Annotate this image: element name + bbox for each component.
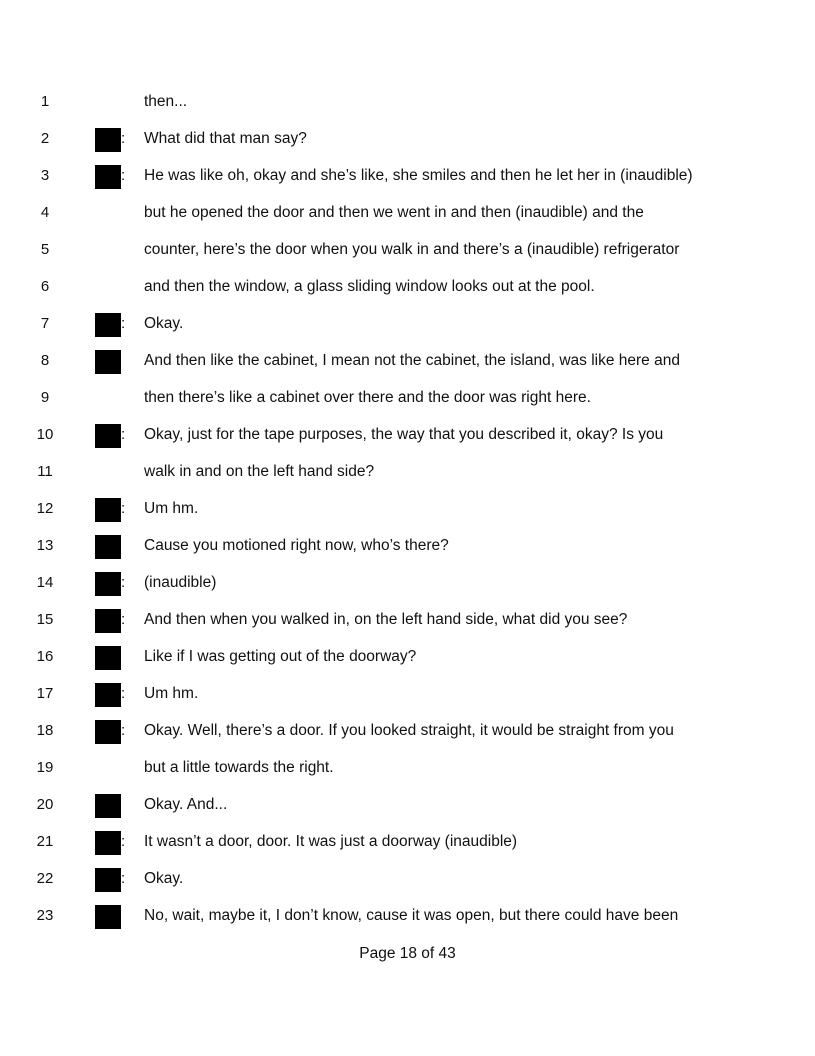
- line-text: Okay. And...: [144, 796, 228, 813]
- line-text: Okay.: [144, 315, 184, 332]
- line-text: but he opened the door and then we went in and then (inaudible) and the: [144, 204, 644, 221]
- transcript-line: [0, 527, 815, 564]
- line-text: Um hm.: [144, 685, 199, 702]
- transcript-line: [0, 712, 815, 749]
- transcript-line: [0, 231, 815, 268]
- line-text: He was like oh, okay and she’s like, she smiles and then he let her in (inaudible): [144, 167, 693, 184]
- transcript-line: [0, 379, 815, 416]
- line-number: 6: [40, 278, 50, 295]
- line-number: 20: [36, 796, 54, 813]
- line-number: 12: [36, 500, 54, 517]
- line-text: then there’s like a cabinet over there and the door was right here.: [144, 389, 591, 406]
- line-text: Okay. Well, there’s a door. If you looked straight, it would be straight from you: [144, 722, 674, 739]
- transcript-line: [0, 490, 815, 527]
- redacted-speaker: [95, 794, 121, 818]
- line-text: Okay.: [144, 870, 184, 887]
- line-number: 15: [36, 611, 54, 628]
- transcript-lines: [0, 83, 815, 934]
- redacted-speaker: [95, 165, 121, 189]
- transcript-line: [0, 675, 815, 712]
- transcript-line: [0, 453, 815, 490]
- redacted-speaker: [95, 498, 121, 522]
- line-text: then...: [144, 93, 188, 110]
- transcript-line: [0, 120, 815, 157]
- line-number: 17: [36, 685, 54, 702]
- transcript-line: [0, 83, 815, 120]
- line-text: It wasn’t a door, door. It was just a doorway (inaudible): [144, 833, 518, 850]
- line-text: And then like the cabinet, I mean not the cabinet, the island, was like here and: [144, 352, 680, 369]
- transcript-line: [0, 897, 815, 934]
- line-number: 23: [36, 907, 54, 924]
- redacted-speaker: [95, 683, 121, 707]
- line-number: 2: [40, 130, 50, 147]
- transcript-line: [0, 564, 815, 601]
- line-number: 9: [40, 389, 50, 406]
- line-number: 10: [36, 426, 54, 443]
- line-number: 16: [36, 648, 54, 665]
- line-number: 18: [36, 722, 54, 739]
- redacted-speaker: [95, 646, 121, 670]
- redacted-speaker: [95, 128, 121, 152]
- redacted-speaker: [95, 572, 121, 596]
- line-number: 13: [36, 537, 54, 554]
- line-text: and then the window, a glass sliding window looks out at the pool.: [144, 278, 595, 295]
- transcript-line: [0, 268, 815, 305]
- line-text: Like if I was getting out of the doorway?: [144, 648, 417, 665]
- transcript-line: [0, 342, 815, 379]
- line-text: counter, here’s the door when you walk in and there’s a (inaudible) refrigerator: [144, 241, 680, 258]
- line-number: 3: [40, 167, 50, 184]
- redacted-speaker: [95, 905, 121, 929]
- line-text: Um hm.: [144, 500, 199, 517]
- transcript-line: [0, 786, 815, 823]
- redacted-speaker: [95, 535, 121, 559]
- line-number: 21: [36, 833, 54, 850]
- transcript-line: [0, 416, 815, 453]
- line-number: 8: [40, 352, 50, 369]
- transcript-line: [0, 194, 815, 231]
- line-text: And then when you walked in, on the left hand side, what did you see?: [144, 611, 628, 628]
- line-text: (inaudible): [144, 574, 217, 591]
- transcript-line: [0, 157, 815, 194]
- redacted-speaker: [95, 831, 121, 855]
- line-number: 7: [40, 315, 50, 332]
- transcript-line: [0, 823, 815, 860]
- redacted-speaker: [95, 350, 121, 374]
- line-number: 19: [36, 759, 54, 776]
- line-number: 4: [40, 204, 50, 221]
- redacted-speaker: [95, 720, 121, 744]
- line-text: but a little towards the right.: [144, 759, 334, 776]
- transcript-line: [0, 749, 815, 786]
- line-text: Okay, just for the tape purposes, the way that you described it, okay? Is you: [144, 426, 664, 443]
- transcript-line: [0, 860, 815, 897]
- transcript-line: [0, 305, 815, 342]
- redacted-speaker: [95, 868, 121, 892]
- redacted-speaker: [95, 609, 121, 633]
- redacted-speaker: [95, 424, 121, 448]
- line-number: 1: [40, 93, 50, 110]
- line-text: walk in and on the left hand side?: [144, 463, 375, 480]
- transcript-line: [0, 601, 815, 638]
- line-number: 5: [40, 241, 50, 258]
- transcript-line: [0, 638, 815, 675]
- line-number: 14: [36, 574, 54, 591]
- line-text: What did that man say?: [144, 130, 307, 147]
- line-text: No, wait, maybe it, I don’t know, cause it was open, but there could have been: [144, 907, 679, 924]
- line-number: 22: [36, 870, 54, 887]
- page-number-footer: Page 18 of 43: [359, 945, 456, 962]
- line-number: 11: [37, 463, 53, 480]
- redacted-speaker: [95, 313, 121, 337]
- line-text: Cause you motioned right now, who’s there?: [144, 537, 449, 554]
